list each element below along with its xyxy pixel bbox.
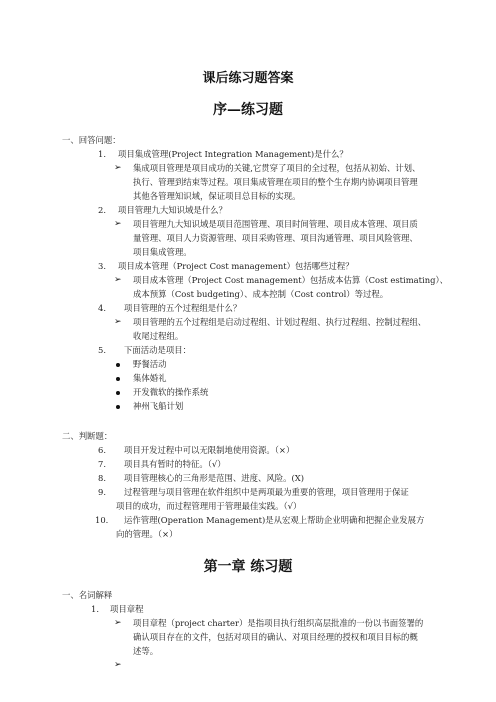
question-text: 项目成本管理（Project Cost management）包括哪些过程？ [118,261,354,271]
item-number: 10. [95,515,109,525]
arrow-bullet-icon: ➢ [114,660,122,670]
bullet-item: 开发微软的操作系统 [133,387,209,397]
judge-section-header: 二、判断题： [62,431,113,441]
definition-section-header: 一、名词解释 [62,590,113,600]
question-text: 项目管理的五个过程组是什么？ [124,303,242,313]
answer-line: 述等。 [133,646,159,656]
answer-line: 确认项目存在的文件，包括对项目的确认、对项目经理的授权和项目目标的概 [133,632,418,642]
question-text: 下面活动是项目： [124,345,191,355]
arrow-bullet-icon: ➢ [114,275,122,285]
section-title-chapter-1: 第一章 练习题 [203,559,293,575]
answer-line: 其他各管理知识域，保证项目总目标的实现。 [133,191,301,201]
answer-line: 项目管理的五个过程组是启动过程组、计划过程组、执行过程组、控制过程组、 [133,317,427,327]
arrow-bullet-icon: ➢ [114,618,122,628]
question-section-header: 一、回答问题： [62,135,121,145]
item-number: 5. [98,345,106,355]
item-number: 2. [98,205,106,215]
filled-dot-icon [116,391,120,395]
item-number: 8. [98,473,106,483]
judge-statement: 项目管理核心的三角形是范围、进度、风险。(X) [124,473,304,483]
arrow-bullet-icon: ➢ [114,317,122,327]
filled-dot-icon [116,363,120,367]
judge-statement: 过程管理与项目管理在软件组织中是两项最为重要的管理，项目管理用于保证 [124,487,409,497]
answer-line: 成本预算（Cost budgeting）、成本控制（Cost control）等过程。 [133,289,389,299]
answer-line: 量管理、项目人力资源管理、项目采购管理、项目沟通管理、项目风险管理、 [133,233,418,243]
item-number: 7. [98,459,106,469]
judge-statement-cont: 向的管理。（×） [116,529,178,539]
answer-line: 收尾过程组。 [133,331,184,341]
item-number: 3. [98,261,106,271]
judge-statement: 项目具有暂时的特征。（√） [124,459,226,469]
answer-line: 执行、管理到结束等过程。项目集成管理在项目的整个生存期内协调项目管理 [133,177,418,187]
bullet-item: 神州飞船计划 [133,401,184,411]
item-number: 1. [91,604,99,614]
answer-line: 项目章程（project charter）是指项目执行组织高层批准的一份以书面签署的 [133,618,424,628]
answer-line: 项目成本管理（Project Cost management）包括成本估算（Cost estimating）、 [133,275,449,285]
judge-statement: 运作管理(Operation Management)是从宏观上帮助企业明确和把握企业发展方 [124,515,425,525]
section-title-preface: 序—练习题 [213,102,283,118]
item-number: 9. [98,487,106,497]
filled-dot-icon [116,405,120,409]
filled-dot-icon [116,377,120,381]
item-number: 1. [98,149,106,159]
question-text: 项目管理九大知识域是什么？ [118,205,227,215]
answer-line: 集成项目管理是项目成功的关键,它贯穿了项目的全过程，包括从初始、计划、 [133,163,421,173]
arrow-bullet-icon: ➢ [114,163,122,173]
bullet-item: 集体婚礼 [133,373,167,383]
item-number: 4. [98,303,106,313]
document-title: 课后练习题答案 [202,71,294,86]
question-text: 项目集成管理(Project Integration Management)是什么？ [118,149,348,159]
judge-statement: 项目开发过程中可以无限制地使用资源。（×） [124,445,295,455]
definition-term: 项目章程 [110,604,144,614]
item-number: 6. [98,445,106,455]
answer-line: 项目集成管理。 [133,247,192,257]
arrow-bullet-icon: ➢ [114,219,122,229]
judge-statement-cont: 项目的成功，而过程管理用于管理最佳实践。（√） [116,501,302,511]
bullet-item: 野餐活动 [133,359,167,369]
answer-line: 项目管理九大知识域是项目范围管理、项目时间管理、项目成本管理、项目质 [133,219,418,229]
